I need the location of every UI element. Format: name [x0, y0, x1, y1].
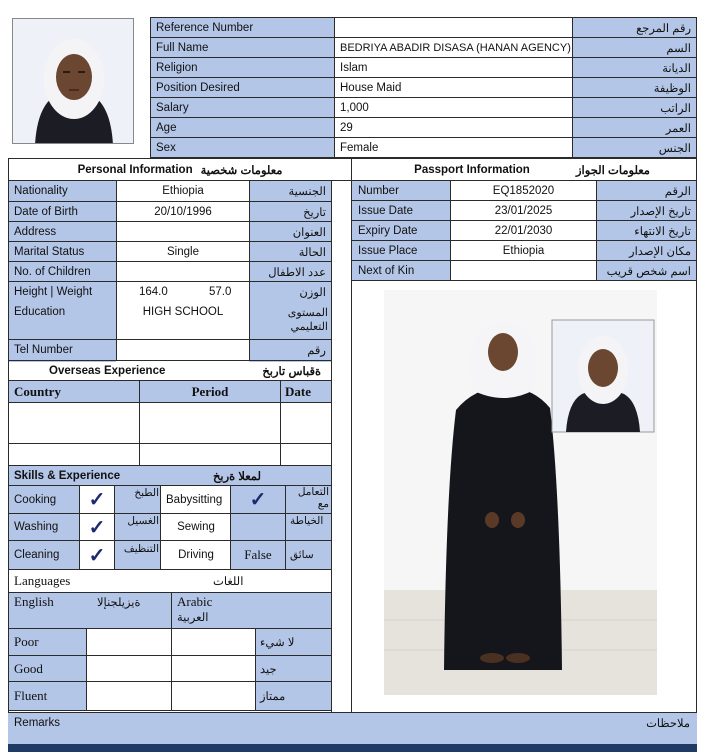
skill-driving-value: False [244, 547, 272, 562]
passport-label-next-of-kin: Next of Kin [358, 264, 415, 277]
dob-label: Date of Birth [14, 206, 78, 218]
skill-sewing-check-icon [231, 514, 285, 540]
language-english: English [14, 594, 54, 609]
passport-ar-next-of-kin: اسم شخص قريب [606, 265, 691, 278]
passport-ar-issue-date: تاريخ الإصدار [630, 205, 691, 218]
footer-bar [8, 744, 697, 752]
passport-photo [12, 18, 134, 144]
header-value-reference [336, 18, 571, 38]
children-ar: عدد الاطفال [268, 267, 326, 279]
address-ar: العنوان [292, 227, 326, 239]
skills-title: Skills & Experience [14, 469, 121, 482]
skill-cleaning-check-icon: ✓ [88, 544, 106, 567]
level-good-label: Good [14, 660, 43, 676]
languages-title: Languages [14, 573, 71, 588]
skill-cooking-ar: الطبخ [134, 487, 159, 499]
overseas-title-ar: ةقباس تاربخ [262, 365, 321, 378]
passport-title: Passport Information [414, 164, 530, 176]
level-poor-label: Poor [14, 634, 39, 649]
height-weight-ar: الوزن [299, 287, 326, 299]
header-ar-salary: الراتب [660, 103, 691, 115]
level-fluent-ar: ممتاز [260, 691, 286, 703]
skill-washing-check-icon: ✓ [88, 516, 106, 539]
height-weight-label: Height | Weight [14, 286, 93, 298]
nationality-value: Ethiopia [162, 185, 204, 197]
marital-ar: الحالة [298, 247, 326, 259]
passport-value-issue-date: 23/01/2025 [494, 204, 553, 217]
header-value-position: House Maid [340, 82, 402, 94]
dob-value: 20/10/1996 [154, 206, 212, 218]
personal-info-title-ar: معلومات شخصية [200, 165, 283, 177]
passport-value-expiry-date: 22/01/2030 [494, 224, 553, 237]
skill-cleaning-label: Cleaning [14, 549, 60, 561]
tel-ar: رقم [307, 345, 326, 357]
nationality-label: Nationality [14, 185, 68, 197]
header-value-fullname: BEDRIYA ABADIR DISASA (HANAN AGENCY) [340, 42, 571, 54]
passport-label-issue-date: Issue Date [358, 204, 413, 217]
header-label-reference: Reference Number [156, 22, 254, 34]
remarks-row [8, 712, 697, 744]
overseas-col-country: Country [14, 383, 61, 399]
passport-label-expiry-date: Expiry Date [358, 224, 418, 237]
children-label: No. of Children [14, 266, 91, 278]
header-label-religion: Religion [156, 62, 198, 74]
overseas-title: Overseas Experience [49, 364, 166, 377]
skills-title-ar: لمعلا ةربخ [213, 470, 261, 483]
header-value-sex: Female [340, 142, 379, 154]
header-ar-position: الوظيفة [653, 83, 691, 95]
education-label: Education [14, 306, 66, 318]
skill-driving-ar: سائق [290, 549, 314, 561]
address-label: Address [14, 226, 57, 238]
header-label-salary: Salary [156, 102, 189, 114]
tel-value [117, 340, 249, 360]
skills-section [9, 466, 331, 570]
header-value-age: 29 [340, 122, 353, 134]
education-value: HIGH SCHOOL [142, 306, 224, 318]
header-ar-reference: رقم المرجع [636, 23, 691, 35]
passport-ar-issue-place: مكان الإصدار [629, 245, 691, 258]
languages-title-ar: اللغات [213, 576, 244, 588]
language-english-ar: ةيزيلجنإلا [97, 597, 141, 609]
skill-cooking-label: Cooking [14, 493, 57, 506]
skill-washing-ar: الغسيل [127, 515, 159, 527]
nationality-ar: الجنسية [288, 186, 326, 198]
header-label-age: Age [156, 122, 177, 134]
full-body-photo [384, 290, 657, 695]
passport-ar-expiry-date: تاريخ الانتهاء [634, 225, 691, 238]
weight-value: 57.0 [209, 286, 232, 298]
header-ar-religion: الديانة [662, 63, 691, 75]
passport-section [352, 159, 696, 281]
personal-info-title-en: Personal Information [77, 164, 193, 176]
marital-value: Single [167, 246, 199, 258]
level-poor-ar: لا شيء [260, 637, 295, 649]
passport-label-issue-place: Issue Place [358, 244, 418, 257]
skill-sewing-ar: الخياطة [290, 515, 324, 527]
header-label-sex: Sex [156, 142, 176, 154]
education-ar: المستوى التعليمي [287, 307, 328, 333]
remarks-label: Remarks [14, 717, 61, 729]
marital-label: Marital Status [14, 246, 85, 258]
level-good-ar: جيد [260, 663, 277, 676]
header-label-position: Position Desired [156, 82, 240, 94]
skill-babysitting-ar: التعامل مع [297, 486, 329, 510]
overseas-col-date: Date [285, 383, 311, 399]
remarks-ar: ملاحظات [646, 718, 690, 730]
skill-driving-label: Driving [178, 549, 214, 561]
header-value-salary: 1,000 [340, 102, 369, 114]
personal-info-section [9, 159, 351, 360]
skill-cooking-check-icon: ✓ [88, 489, 106, 511]
skill-babysitting-label: Babysitting [166, 493, 223, 506]
skill-cleaning-ar: التنظيف [123, 543, 159, 555]
passport-value-number: EQ1852020 [492, 184, 555, 197]
header-value-religion: Islam [340, 62, 368, 74]
height-value: 164.0 [139, 286, 168, 298]
skill-sewing-label: Sewing [177, 521, 215, 533]
header-table [150, 17, 697, 158]
children-value [117, 262, 249, 282]
language-arabic-ar: العربية [177, 612, 209, 624]
language-arabic: Arabic [177, 594, 213, 609]
passport-value-next-of-kin [451, 261, 596, 280]
overseas-section [9, 360, 331, 466]
level-fluent-label: Fluent [14, 688, 48, 703]
header-ar-fullname: السم [666, 43, 691, 55]
address-value [117, 222, 249, 242]
skill-washing-label: Washing [14, 521, 59, 533]
passport-label-number: Number [358, 184, 399, 197]
header-ar-age: العمر [665, 123, 691, 135]
skill-babysitting-check-icon: ✓ [249, 489, 267, 511]
header-label-fullname: Full Name [156, 42, 209, 54]
header-ar-sex: الجنس [658, 143, 691, 155]
dob-ar: تاريخ [303, 207, 326, 219]
overseas-col-period: Period [191, 383, 229, 399]
tel-label: Tel Number [14, 344, 73, 356]
languages-section [9, 570, 331, 712]
personal-info-title [9, 159, 351, 181]
passport-ar-number: الرقم [664, 185, 691, 198]
passport-title-ar: معلومات الجواز [576, 165, 650, 177]
passport-value-issue-place: Ethiopia [502, 244, 545, 257]
